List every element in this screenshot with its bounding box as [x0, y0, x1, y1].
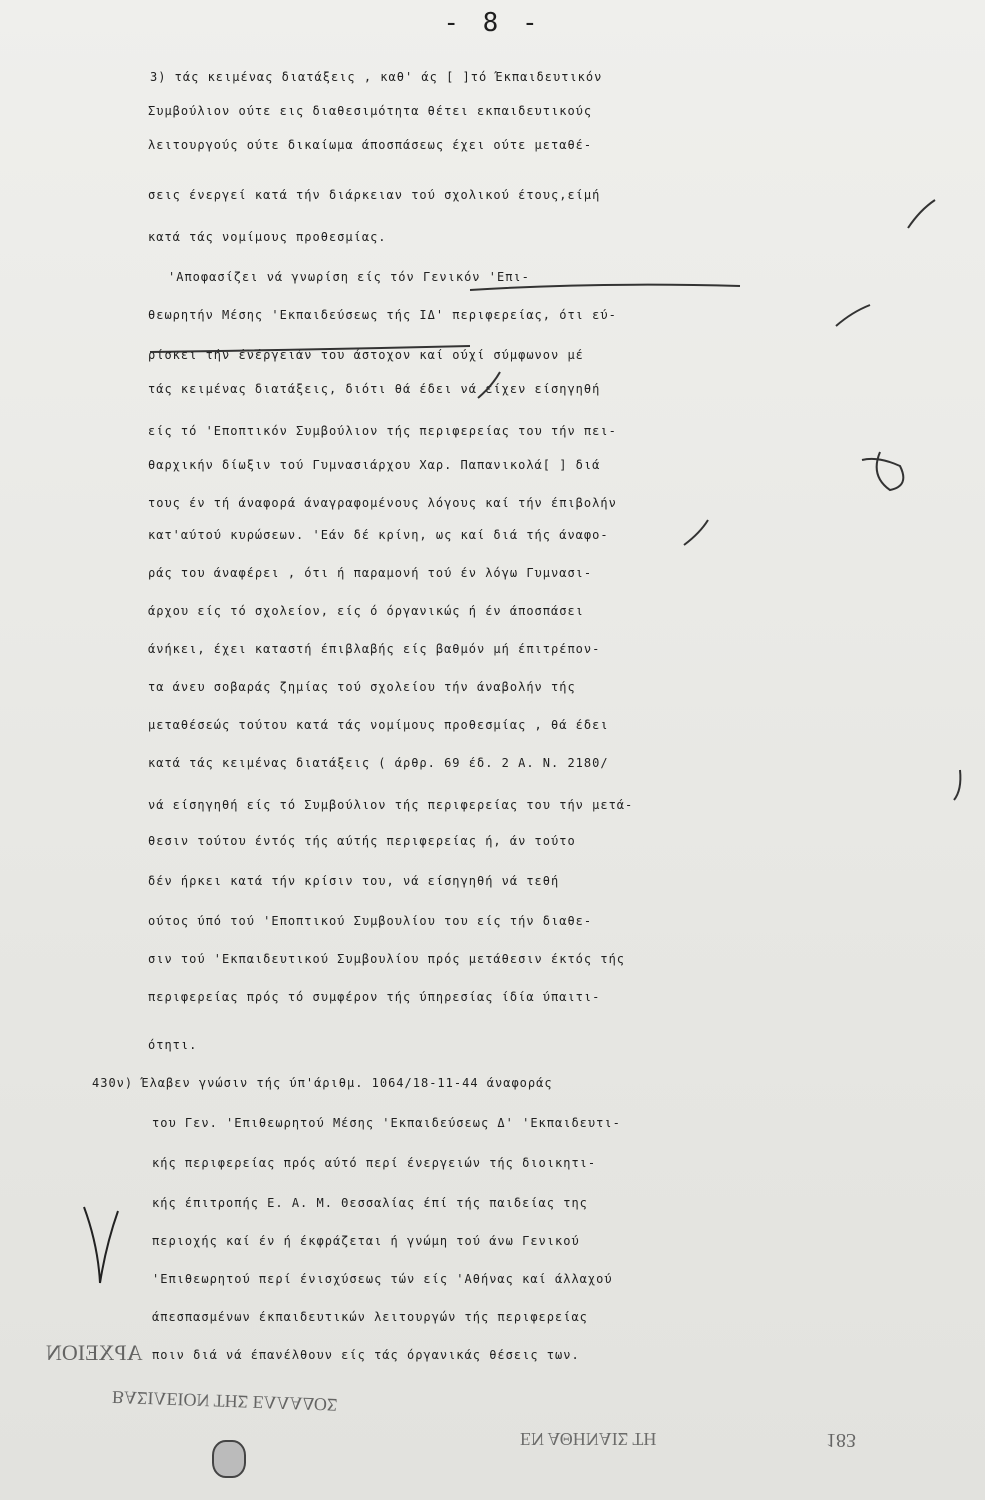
- text-line: 'Αποφασίζει νά γνωρίση είς τόν Γενικόν 'Επι-: [168, 270, 530, 284]
- text-line: ούτος ύπό τού 'Εποπτικού Συμβουλίου του είς τήν διαθε-: [148, 914, 593, 928]
- text-line: θεσιν τούτου έντός τής αύτής περιφερείας ή, άν τούτο: [148, 834, 576, 848]
- text-line: θαρχικήν δίωξιν τού Γυμνασιάρχου Χαρ. Παπανικολά[ ] διά: [148, 458, 601, 472]
- text-line: δέν ήρκει κατά τήν κρίσιν του, νά είσηγηθή νά τεθή: [148, 874, 560, 888]
- archive-stamp-label: ΑΡΧΕΙΟΝ: [46, 1340, 143, 1365]
- text-line: περιοχής καί έν ή έκφράζεται ή γνώμη τού άνω Γενικού: [152, 1234, 580, 1248]
- text-line: τα άνευ σοβαράς ζημίας τού σχολείου τήν άναβολήν τής: [148, 680, 576, 694]
- text-line: θεωρητήν Μέσης 'Εκπαιδεύσεως τής ΙΔ' περιφερείας, ότι εύ-: [148, 308, 617, 322]
- folio-number: 183: [826, 1429, 856, 1451]
- text-line: ρίσκει τήν ένέργειάν του άστοχον καί ούχί σύμφωνον μέ: [148, 348, 584, 362]
- text-line: 430ν) Έλαβεν γνώσιν τής ύπ'άριθμ. 1064/18-11-44 άναφοράς: [92, 1076, 553, 1090]
- text-line: μεταθέσεώς τούτου κατά τάς νομίμους προθεσμίας , θά έδει: [148, 718, 609, 732]
- text-line: του Γεν. 'Επιθεωρητού Μέσης 'Εκπαιδεύσεως Δ' 'Εκπαιδευτι-: [152, 1116, 621, 1130]
- coat-of-arms-seal: [212, 1440, 246, 1478]
- text-line: περιφερείας πρός τό συμφέρον τής ύπηρεσίας ίδία ύπαιτι-: [148, 990, 601, 1004]
- text-line: τους έν τή άναφορά άναγραφομένους λόγους καί τήν έπιβολήν: [148, 496, 617, 510]
- text-line: νά είσηγηθή είς τό Συμβούλιον τής περιφερείας του τήν μετά-: [148, 798, 634, 812]
- text-line: κατ'αύτού κυρώσεων. 'Εάν δέ κρίνη, ως καί διά τής άναφο-: [148, 528, 609, 542]
- text-line: ότητι.: [148, 1038, 198, 1052]
- text-line: ποιν διά νά έπανέλθουν είς τάς όργανικάς θέσεις των.: [152, 1348, 580, 1362]
- text-line: λειτουργούς ούτε δικαίωμα άποσπάσεως έχει ούτε μεταθέ-: [148, 138, 593, 152]
- text-line: κής περιφερείας πρός αύτό περί ένεργειών τής διοικητι-: [152, 1156, 597, 1170]
- text-line: Συμβούλιον ούτε εις διαθεσιμότητα θέτει εκπαιδευτικούς: [148, 104, 593, 118]
- text-line: κατά τάς κειμένας διατάξεις ( άρθρ. 69 έδ. 2 Α. Ν. 2180/: [148, 756, 609, 770]
- text-line: κής έπιτροπής Ε. Α. Μ. Θεσσαλίας έπί τής παιδείας της: [152, 1196, 588, 1210]
- text-line: άρχου είς τό σχολείον, είς ό όργανικώς ή έν άποσπάσει: [148, 604, 584, 618]
- text-line: κατά τάς νομίμους προθεσμίας.: [148, 230, 387, 244]
- text-line: ράς του άναφέρει , ότι ή παραμονή τού έν λόγω Γυμνασι-: [148, 566, 593, 580]
- kingdom-stamp-label: ΒΑΣΙΛΕΙΟΝ ΤΗΣ ΕΛΛΑΔΟΣ: [111, 1387, 338, 1415]
- check-mark-icon: [80, 1205, 120, 1285]
- page-number: - 8 -: [443, 8, 542, 38]
- text-line: είς τό 'Εποπτικόν Συμβούλιον τής περιφερείας του τήν πει-: [148, 424, 617, 438]
- city-stamp-label: ΕΝ ΑΘΗΝΑΙΣ ΤΗ: [520, 1429, 657, 1449]
- text-line: 3) τάς κειμένας διατάξεις , καθ' άς [ ]τό Έκπαιδευτικόν: [150, 70, 603, 84]
- text-line: 'Επιθεωρητού περί ένισχύσεως τών είς 'Αθήνας καί άλλαχού: [152, 1272, 613, 1286]
- text-line: τάς κειμένας διατάξεις, διότι θά έδει νά είχεν είσηγηθή: [148, 382, 601, 396]
- text-line: άνήκει, έχει καταστή έπιβλαβής είς βαθμόν μή έπιτρέπον-: [148, 642, 601, 656]
- text-line: άπεσπασμένων έκπαιδευτικών λειτουργών τής περιφερείας: [152, 1310, 588, 1324]
- text-line: σεις ένεργεί κατά τήν διάρκειαν τού σχολικού έτους,είμή: [148, 188, 601, 202]
- text-line: σιν τού 'Εκπαιδευτικού Συμβουλίου πρός μετάθεσιν έκτός τής: [148, 952, 626, 966]
